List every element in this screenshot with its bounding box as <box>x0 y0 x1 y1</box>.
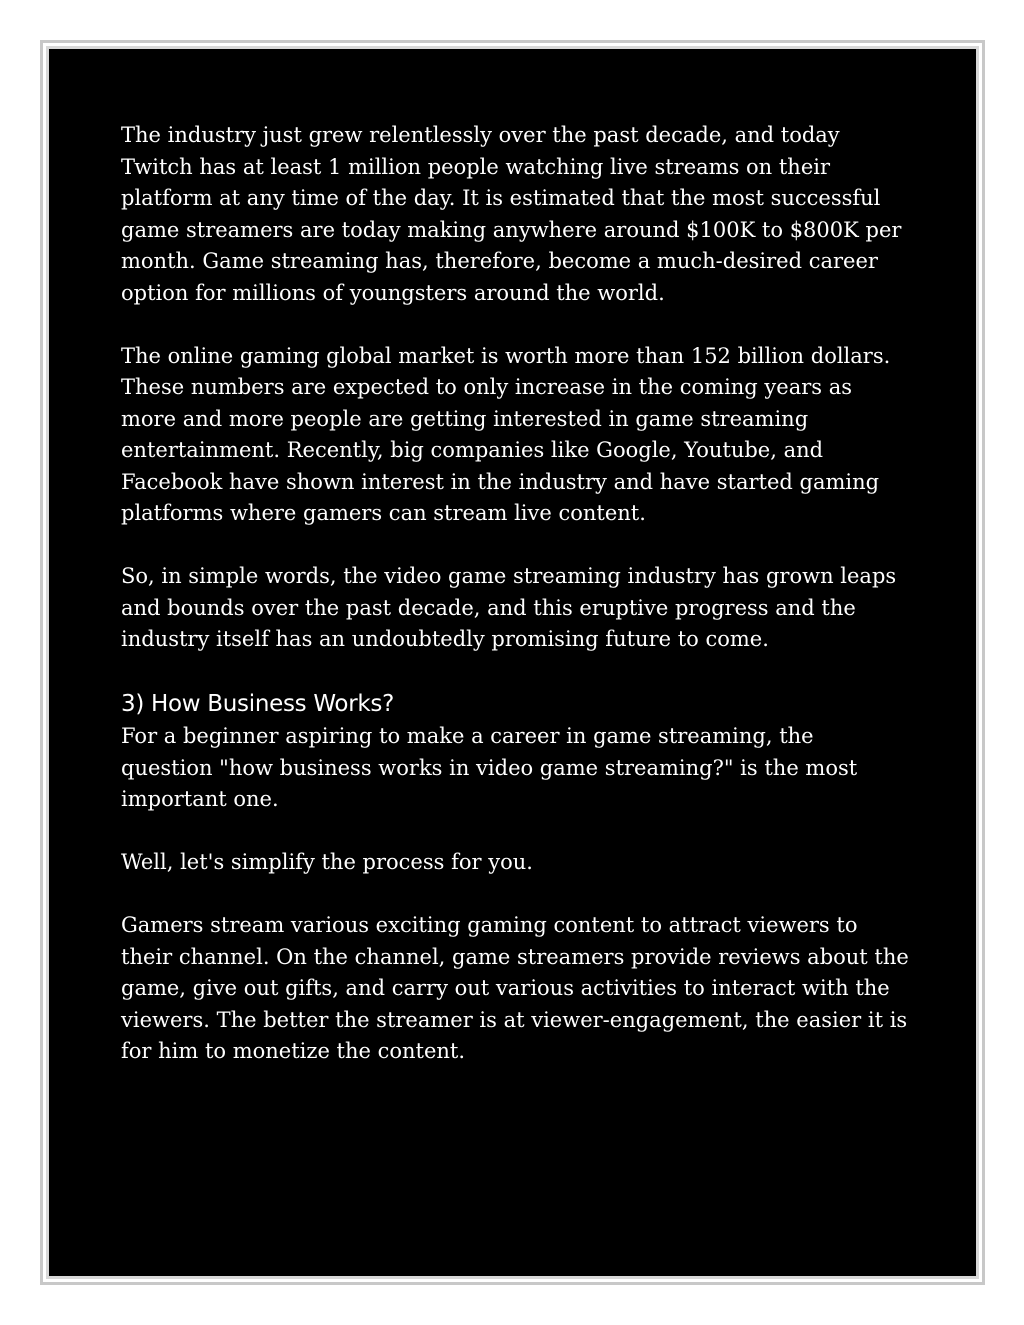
paragraph-beginner-question: For a beginner aspiring to make a career in game streaming, the question "how business works in video game streaming?" is the most important one. <box>121 724 858 811</box>
paragraph-market-size: The online gaming global market is worth more than 152 billion dollars. These numbers are expected to only increase in the coming years as more and more people are getting interested in game streaming entertainment. Recently, big companies like Google, Youtube, and Facebook have shown interest in the industry and have started gaming platforms where gamers can stream live content. <box>121 343 891 525</box>
section-heading-how-business-works: 3) How Business Works? <box>121 691 394 717</box>
paragraph-industry-growth: The industry just grew relentlessly over the past decade, and today Twitch has at least 1 million people watching live streams on their platform at any time of the day. It is estimated that the most successful game streamers are today making anywhere around $100K to $800K per month. Game streaming has, therefore, become a much-desired career option for millions of youngsters around the world. <box>121 123 902 305</box>
paragraph-summary: So, in simple words, the video game streaming industry has grown leaps and bounds over the past decade, and this eruptive progress and the industry itself has an undoubtedly promising future to come. <box>121 564 897 651</box>
paragraph-simplify: Well, let's simplify the process for you. <box>121 850 533 874</box>
document-body <box>121 120 911 1099</box>
paragraph-gamers-stream: Gamers stream various exciting gaming content to attract viewers to their channel. On the channel, game streamers provide reviews about the game, give out gifts, and carry out various activities to interact with the viewers. The better the streamer is at viewer-engagement, the easier it is for him to monetize the content. <box>121 913 909 1063</box>
